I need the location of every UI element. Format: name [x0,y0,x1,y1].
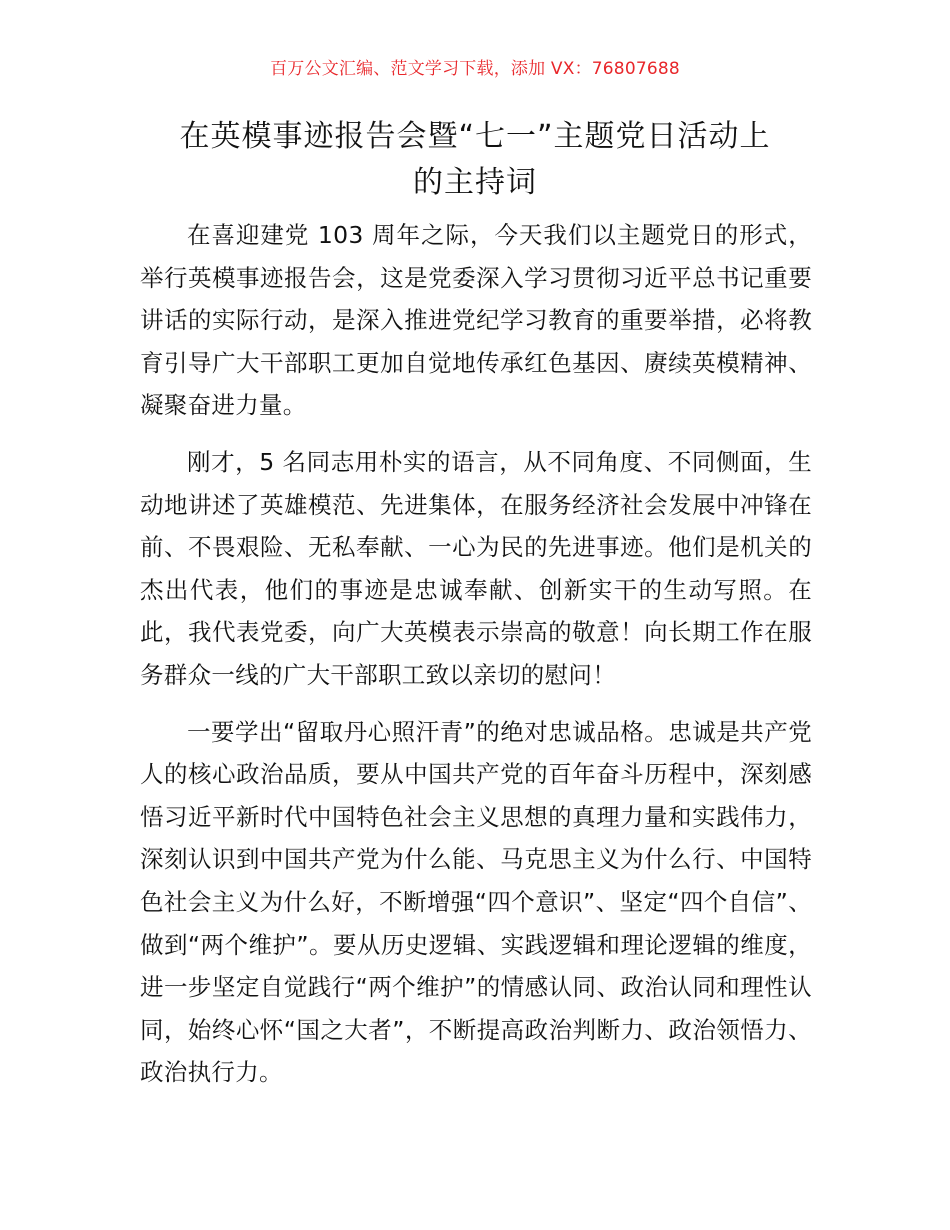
paragraph-3: 一要学出“留取丹心照汗青”的绝对忠诚品格。忠诚是共产党人的核心政治品质，要从中国共产党的百年奋斗历程中，深刻感悟习近平新时代中国特色社会主义思想的真理力量和实践伟力，深刻认识到中国共产党为什么能、马克思主义为什么行、中国特色社会主义为什么好，不断增强“四个意识”、坚定“四个自信”、做到“两个维护”。要从历史逻辑、实践逻辑和理论逻辑的维度，进一步坚定自觉践行“两个维护”的情感认同、政治认同和理性认同，始终心怀“国之大者”，不断提高政治判断力、政治领悟力、政治执行力。 [140,717,812,1087]
document-body [140,214,812,1108]
paragraph-1: 在喜迎建党 103 周年之际，今天我们以主题党日的形式，举行英模事迹报告会，这是党委深入学习贯彻习近平总书记重要讲话的实际行动，是深入推进党纪学习教育的重要举措，必将教育引导广大干部职工更加自觉地传承红色基因、赓续英模精神、凝聚奋进力量。 [140,221,812,420]
paragraph-2: 刚才，5 名同志用朴实的语言，从不同角度、不同侧面，生动地讲述了英雄模范、先进集体，在服务经济社会发展中冲锋在前、不畏艰险、无私奉献、一心为民的先进事迹。他们是机关的杰出代表，他们的事迹是忠诚奉献、创新实干的生动写照。在此，我代表党委，向广大英模表示崇高的敬意！向长期工作在服务群众一线的广大干部职工致以亲切的慰问！ [140,447,812,689]
header-watermark-text: 百万公文汇编、范文学习下载，添加 VX：76807688 [270,59,680,79]
title-line-1: 在英模事迹报告会暨“七一”主题党日活动上 [179,119,771,154]
title-line-2: 的主持词 [413,165,537,200]
document-title [120,114,830,206]
